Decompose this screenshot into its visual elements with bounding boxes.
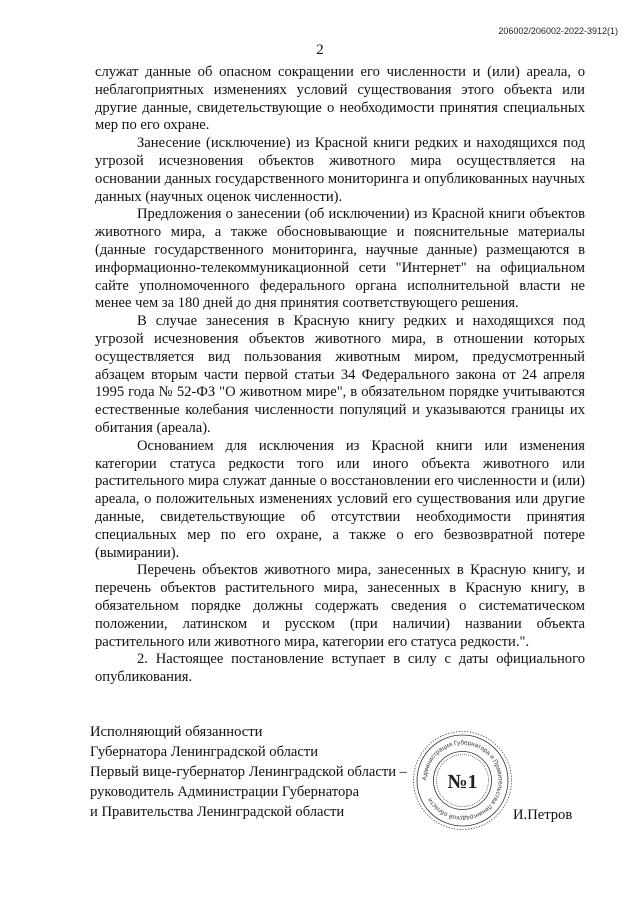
paragraph-effective-date: 2. Настоящее постановление вступает в силу с даты официального опубликования. (95, 651, 585, 686)
signer-title-line: Губернатора Ленинградской области (90, 744, 319, 760)
signer-name: И.Петров (513, 807, 573, 823)
paragraph: Перечень объектов животного мира, занесенных в Красную книгу, и перечень объектов растительного мира, занесенных в Красную книгу, в обязательном порядке должны содержать сведения о систематическом положении, латинском и русском (при наличии) названии объекта растительного или животного мира, категории его статуса редкости.". (95, 562, 585, 650)
signer-title-line: Первый вице-губернатор Ленинградской области – (90, 764, 407, 780)
paragraph: Основанием для исключения из Красной книги или изменения категории статуса редкости того или иного объекта животного или растительного мира служат данные о восстановлении его численности и (или) ареала, о положительных изменениях условий его существования или другие данные, свидетельствующие об отсутствии необходимости принятия специальных мер по его охране, а также о его безвозвратной потере (вымирании). (95, 437, 585, 561)
paragraph: В случае занесения в Красную книгу редких и находящихся под угрозой исчезновения объектов животного мира, в отношении которых осуществляется вид пользования животным миром, предусмотренный абзацем вторым части первой статьи 34 Федерального закона от 24 апреля 1995 года № 52-ФЗ "О животном мире", в обязательном порядке учитываются естественные колебания численности популяций и указываются границы их обитания (ареала). (95, 313, 585, 436)
official-seal-stamp (410, 728, 515, 833)
paragraph-continuation: служат данные об опасном сокращении его численности и (или) ареала, о неблагоприятных изменениях условий существования этого объекта или другие данные, свидетельствующие о необходимости принятия специальных мер по его охране. (95, 64, 585, 134)
paragraph: Занесение (исключение) из Красной книги редких и находящихся под угрозой исчезновения объектов животного мира осуществляется на основании данных государственного мониторинга и опубликованных научных данных (научных оценок численности). (95, 135, 585, 205)
page-number: 2 (316, 42, 324, 58)
signer-title-line: и Правительства Ленинградской области (90, 804, 345, 820)
seal-ring-text: Администрация Губернатора и Правительства Ленинградской области (421, 739, 504, 822)
signer-block (90, 722, 407, 822)
document-id: 206002/206002-2022-3912(1) (498, 26, 618, 36)
document-body (95, 64, 585, 687)
paragraph: Предложения о занесении (об исключении) из Красной книги объектов животного мира, а также обосновывающие и пояснительные материалы (данные государственного мониторинга, научные данные) размещаются в информационно-телекоммуникационной сети "Интернет" на официальном сайте уполномоченного федерального органа исполнительной власти не менее чем за 180 дней до дня принятия соответствующего решения. (95, 206, 585, 312)
seal-number: №1 (447, 771, 478, 793)
signer-title-line: руководитель Администрации Губернатора (90, 784, 360, 800)
signer-title-line: Исполняющий обязанности (90, 724, 263, 740)
